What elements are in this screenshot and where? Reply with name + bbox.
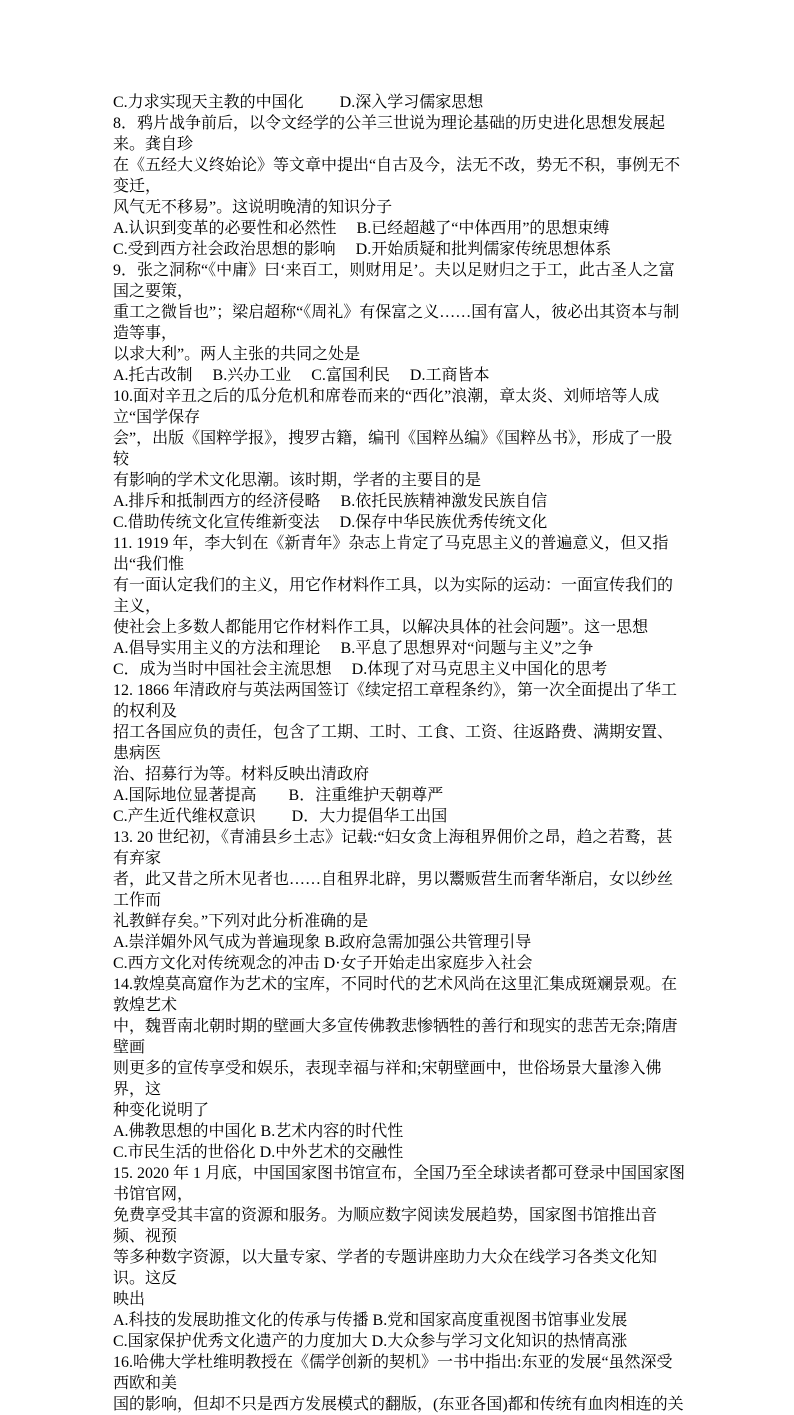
text-line: 13. 20 世纪初，《青浦县乡土志》记载:“妇女贪上海租界佣价之昂，趋之若鹜，甚有弃家 [113, 829, 673, 867]
text-line: 重工之微旨也”；梁启超称“《周礼》有保富之义……国有富人，彼必出其资本与制造等事， [113, 304, 680, 342]
text-line: 免费享受其丰富的资源和服务。为顺应数字阅读发展趋势，国家图书馆推出音频、视预 [113, 1207, 658, 1245]
text-line: 以求大利”。两人主张的共同之处是 [113, 346, 361, 363]
text-line: 国的影响，但却不只是西方发展模式的翻版，(东亚各国)都和传统有血肉相连的关 [113, 1396, 684, 1413]
text-line: 8．鸦片战争前后，以令文经学的公羊三世说为理论基础的历史进化思想发展起来。龚自珍 [113, 115, 666, 153]
text-line: A.佛教思想的中国化 B.艺术内容的时代性 [113, 1123, 404, 1140]
text-line: 14.敦煌莫高窟作为艺术的宝库，不同时代的艺术风尚在这里汇集成斑斓景观。在敦煌艺术 [113, 976, 678, 1014]
text-line: A.托古改制 B.兴办工业 C.富国利民 D.工商皆本 [113, 367, 490, 384]
text-line: 映出 [113, 1291, 146, 1308]
text-line: A.认识到变革的必要性和必然性 B.已经超越了“中体西用”的思想束缚 [113, 220, 610, 237]
text-line: 中，魏晋南北朝时期的壁画大多宣传佛教悲惨牺牲的善行和现实的悲苦无奈;隋唐壁画 [113, 1018, 678, 1056]
text-line: C.受到西方社会政治思想的影响 D.开始质疑和批判儒家传统思想体系 [113, 241, 612, 258]
text-line: C.力求实现天主教的中国化 D.深入学习儒家思想 [113, 94, 484, 111]
text-line: 有影响的学术文化思潮。该时期，学者的主要目的是 [113, 472, 482, 489]
text-line: C.借助传统文化宣传维新变法 D.保存中华民族优秀传统文化 [113, 514, 548, 531]
exam-questions-text [113, 92, 685, 1415]
text-line: 会”，出版《国粹学报》，搜罗古籍，编刊《国粹丛编》《国粹丛书》，形成了一股较 [113, 430, 673, 468]
text-line: 则更多的宣传享受和娱乐，表现幸福与祥和;宋朝壁画中，世俗场景大量渗入佛界，这 [113, 1060, 662, 1098]
text-line: 11. 1919 年，李大钊在《新青年》杂志上肯定了马克思主义的普遍意义，但又指出“我们惟 [113, 535, 669, 573]
text-line: 在《五经大义终始论》等文章中提出“自古及今，法无不改，势无不积，事例无不变迁， [113, 157, 681, 195]
text-line: A.崇洋媚外风气成为普遍现象 B.政府急需加强公共管理引导 [113, 934, 532, 951]
text-line: 招工各国应负的责任，包含了工期、工时、工食、工资、往返路费、满期安置、患病医 [113, 724, 674, 762]
text-line: 12. 1866 年清政府与英法两国签订《续定招工章程条约》，第一次全面提出了华工的权利及 [113, 682, 678, 720]
text-line: 等多种数字资源，以大量专家、学者的专题讲座助力大众在线学习各类文化知识。这反 [113, 1249, 658, 1287]
text-line: 使社会上多数人都能用它作材料作工具，以解决具体的社会问题”。这一思想 [113, 619, 649, 636]
text-line: C.产生近代维权意识 D．大力提倡华工出国 [113, 808, 448, 825]
text-line: 风气无不移易”。这说明晚清的知识分子 [113, 199, 393, 216]
text-line: 治、招募行为等。材料反映出清政府 [113, 766, 370, 783]
text-line: 者，此又昔之所木见者也……自租界北辟，男以鬻贩营生而奢华渐启，女以纱丝工作而 [113, 871, 674, 909]
text-line: 礼教鲜存矣。”下列对此分析准确的是 [113, 913, 369, 930]
text-line: A.科技的发展助推文化的传承与传播 B.党和国家高度重视图书馆事业发展 [113, 1312, 628, 1329]
text-line: A.排斥和抵制西方的经济侵略 B.依托民族精神激发民族自信 [113, 493, 548, 510]
text-line: C．成为当时中国社会主流思想 D.体现了对马克思主义中国化的思考 [113, 661, 608, 678]
text-line: C.国家保护优秀文化遗产的力度加大 D.大众参与学习文化知识的热情高涨 [113, 1333, 628, 1350]
text-line: 10.面对辛丑之后的瓜分危机和席卷而来的“西化”浪潮，章太炎、刘师培等人成立“国学保存 [113, 388, 660, 426]
text-line: C.西方文化对传统观念的冲击 D·女子开始走出家庭步入社会 [113, 955, 533, 972]
text-line: 有一面认定我们的主义，用它作材料作工具，以为实际的运动：一面宣传我们的主义， [113, 577, 674, 615]
text-line: 16.哈佛大学杜维明教授在《儒学创新的契机》一书中指出:东亚的发展“虽然深受西欧和美 [113, 1354, 673, 1392]
text-line: C.市民生活的世俗化 D.中外艺术的交融性 [113, 1144, 404, 1161]
text-line: A.倡导实用主义的方法和理论 B.平息了思想界对“问题与主义”之争 [113, 640, 594, 657]
text-line: A.国际地位显著提高 B．注重维护天朝尊严 [113, 787, 444, 804]
text-line: 9．张之洞称“《中庸》曰‘来百工，则财用足’。夫以足财归之于工，此古圣人之富国之要策， [113, 262, 675, 300]
text-line: 种变化说明了 [113, 1102, 210, 1119]
text-line: 15. 2020 年 1 月底，中国国家图书馆宣布，全国乃至全球读者都可登录中国国家图书馆官网， [113, 1165, 686, 1203]
